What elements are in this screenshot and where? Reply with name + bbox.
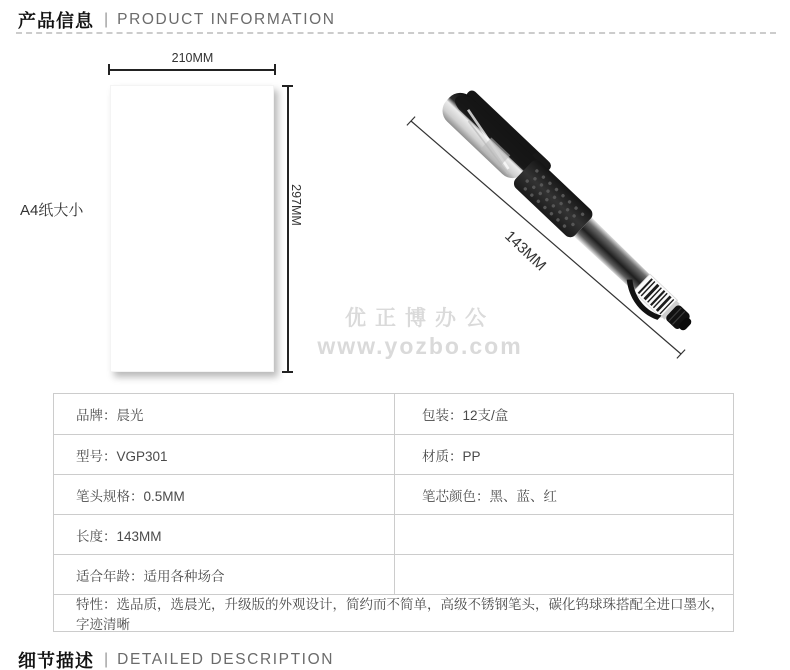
- width-dimension-tick-left: [108, 64, 110, 75]
- detail-description-heading: [18, 647, 334, 670]
- width-dimension-label: 210MM: [171, 51, 214, 65]
- spec-cell-material: 材质：PP: [394, 434, 733, 474]
- spec-cell-tip-size: 笔头规格：0.5MM: [54, 474, 394, 514]
- spec-cell-age: 适合年龄：适用各种场合: [54, 554, 394, 594]
- spec-cell-packaging: 包装：12支/盒: [394, 394, 733, 434]
- width-dimension-tick-right: [274, 64, 276, 75]
- spec-cell-model: 型号：VGP301: [54, 434, 394, 474]
- dashed-divider: [16, 32, 776, 34]
- footer-heading-divider: |: [104, 651, 109, 668]
- height-dimension-tick-bottom: [282, 371, 293, 373]
- spec-cell-brand: 品牌：晨光: [76, 408, 144, 423]
- a4-size-label: A4纸大小: [20, 202, 84, 219]
- heading-divider: |: [104, 11, 109, 28]
- watermark-url: www.yozbo.com: [317, 333, 523, 359]
- footer-heading-en: DETAILED DESCRIPTION: [117, 651, 335, 668]
- height-dimension-label: 297MM: [289, 184, 303, 226]
- spec-rows: [54, 394, 733, 594]
- spec-cell-length: 长度：143MM: [54, 514, 394, 554]
- spec-table: [53, 393, 734, 632]
- gel-pen-image: [385, 60, 720, 372]
- spec-cell-empty-2: [394, 554, 733, 594]
- heading-cn: 产品信息: [18, 11, 94, 31]
- watermark-brand: 优正博办公: [345, 307, 495, 330]
- pen-dimension-line: [407, 117, 685, 359]
- spec-cell-ink-colors: 笔芯颜色：黑、蓝、红: [394, 474, 733, 514]
- height-dimension-tick-top: [282, 85, 293, 87]
- pen-length-label: 143MM: [501, 227, 550, 275]
- a4-paper-rect: [110, 85, 274, 372]
- spec-feature-row: 特性：选品质，选晨光，升级版的外观设计，简约而不简单，高级不锈钢笔头，碳化钨球珠搭配全进口墨水，字迹清晰: [54, 594, 733, 631]
- product-info-heading: [18, 7, 336, 33]
- spec-cell-empty-1: [394, 514, 733, 554]
- width-dimension-line: [108, 69, 276, 71]
- pen-barrel: [574, 218, 653, 295]
- heading-en: PRODUCT INFORMATION: [117, 11, 336, 28]
- pen-body: [434, 82, 704, 342]
- footer-heading-cn: 细节描述: [18, 651, 94, 670]
